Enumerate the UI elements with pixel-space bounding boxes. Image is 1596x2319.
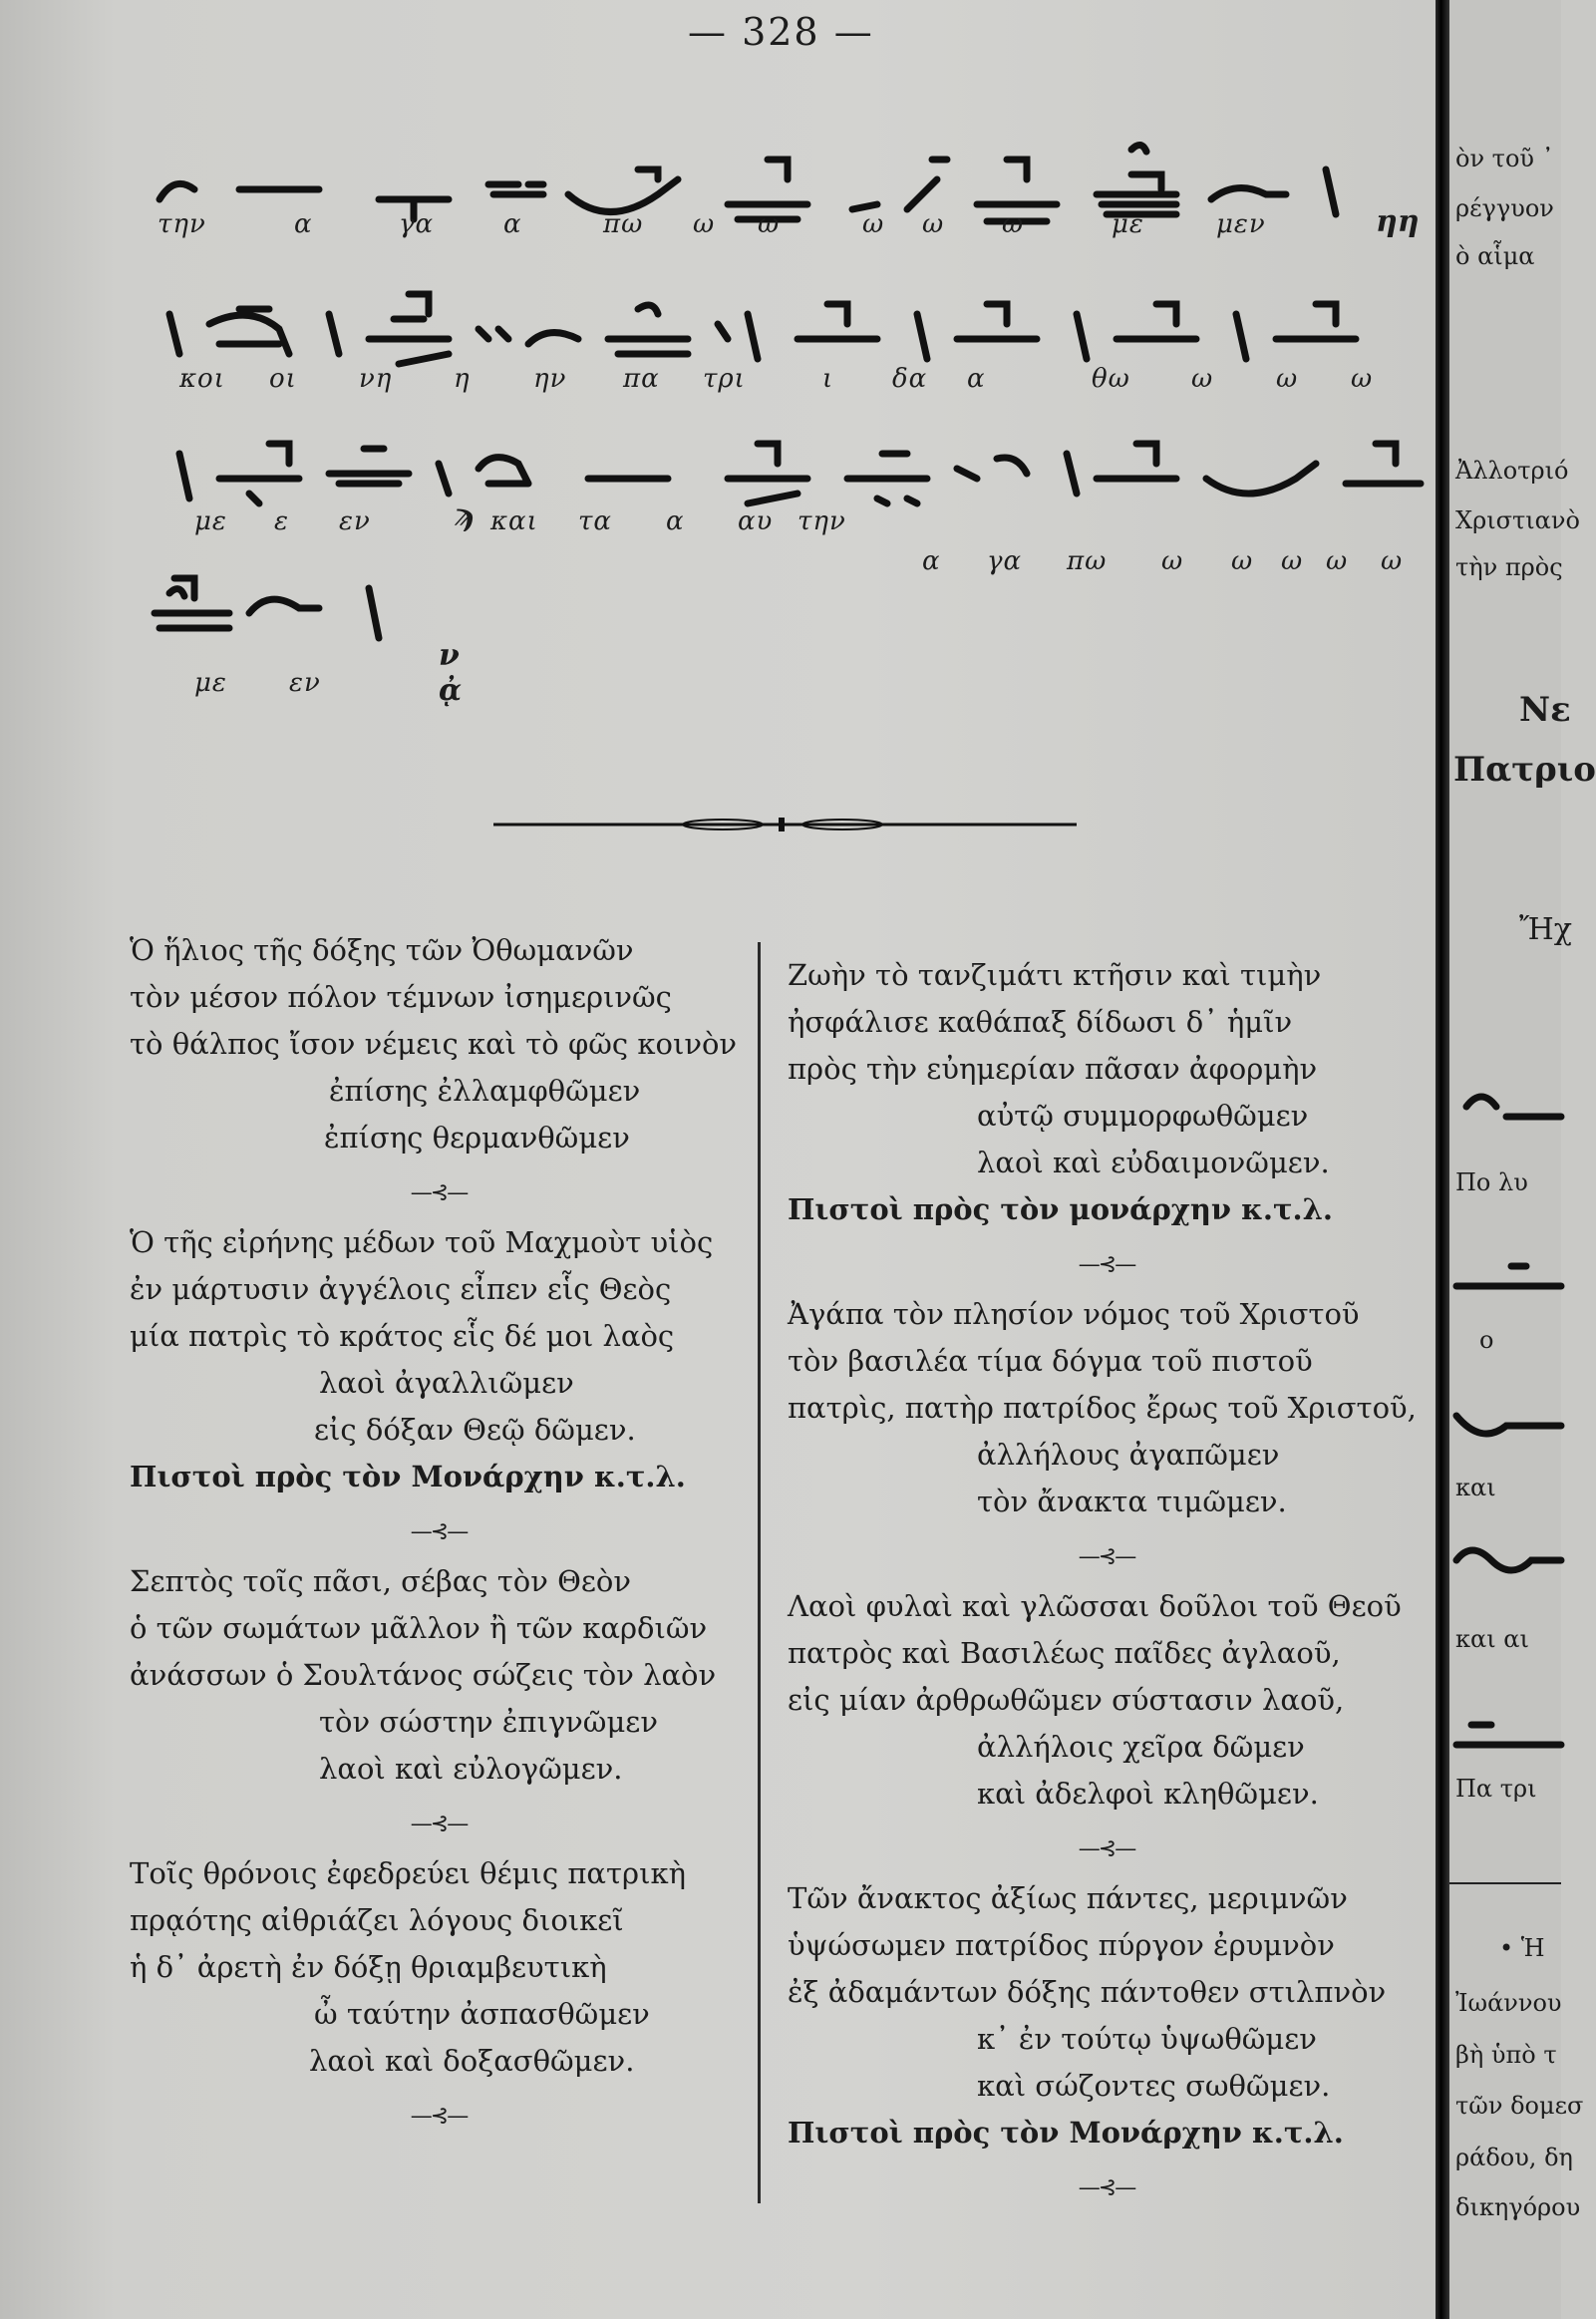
next-page-text: Χριστιανὸ <box>1455 506 1580 534</box>
next-page-neumes <box>1451 1251 1561 1311</box>
syllable: εν <box>339 506 371 536</box>
verse-line: πρὸς τὴν εὐημερίαν πᾶσαν ἀφορμὴν <box>788 1052 1318 1086</box>
martyria-sign: ηη <box>1376 204 1420 239</box>
verse-line: ἐπίσης θερμανθῶμεν <box>324 1121 630 1155</box>
verse-line: ἐπίσης ἐλλαμφθῶμεν <box>329 1074 641 1108</box>
neume-line-3 <box>150 424 1426 513</box>
stanza <box>130 927 748 1161</box>
syllable: οι <box>269 364 297 394</box>
verse-line: εἰς δόξαν Θεῷ δῶμεν. <box>314 1413 636 1447</box>
syllable: και <box>490 506 538 536</box>
next-page-syllable: και <box>1455 1474 1496 1501</box>
next-page-neumes <box>1451 1705 1561 1765</box>
stanza <box>788 1583 1426 1818</box>
stanza <box>788 952 1426 1233</box>
syllable: α <box>294 209 313 239</box>
verse-line: πατρὸς καὶ Βασιλέως παῖδες ἀγλαοῦ, <box>788 1636 1341 1670</box>
next-page-text: • Ἡ <box>1499 1934 1545 1962</box>
verse-line: καὶ ἀδελφοὶ κληθῶμεν. <box>977 1777 1319 1811</box>
stanza <box>788 1291 1426 1525</box>
neume-line-2 <box>150 284 1426 374</box>
verse-line: πρᾳότης αἰθριάζει λόγους διοικεῖ <box>130 1903 624 1937</box>
verse-line: λαοὶ καὶ εὐδαιμονῶμεν. <box>977 1146 1330 1179</box>
right-column <box>788 952 1426 2214</box>
syllable: α <box>922 546 941 576</box>
ornament: —⊰— <box>410 1812 468 1836</box>
verse-line: Τῶν ἄνακτος ἀξίως πάντες, μεριμνῶν <box>788 1881 1348 1915</box>
syllable: πω <box>1067 546 1108 576</box>
next-page-text: τὴν πρὸς <box>1455 553 1563 581</box>
column-divider <box>758 942 761 2203</box>
syllable: ω <box>1351 364 1374 394</box>
verse-line: λαοὶ ἀγαλλιῶμεν <box>319 1366 574 1400</box>
verse-line: ἀλλήλοις χεῖρα δῶμεν <box>977 1730 1305 1764</box>
ornament: —⊰— <box>410 1180 468 1205</box>
refrain-line: Πιστοὶ πρὸς τὸν Μονάρχην κ.τ.λ. <box>788 2116 1344 2150</box>
verse-line: Τοῖς θρόνοις ἐφεδρεύει θέμις πατρικὴ <box>130 1856 686 1890</box>
syllable: κοι <box>179 364 225 394</box>
verse-line: λαοὶ καὶ εὐλογῶμεν. <box>319 1752 623 1786</box>
verse-line: ἀνάσσων ὁ Σουλτάνος σώζεις τὸν λαὸν <box>130 1658 717 1692</box>
neume-line-4 <box>150 558 449 648</box>
syllable: με <box>194 668 227 698</box>
verse-line: κ᾽ ἐν τούτῳ ὑψωθῶμεν <box>977 2022 1317 2056</box>
syllable: γα <box>399 209 435 239</box>
verse-line: Ζωὴν τὸ τανζιμάτι κτῆσιν καὶ τιμὴν <box>788 958 1322 992</box>
decorative-rule <box>493 818 1077 831</box>
next-page-text: ρέγγυον <box>1455 194 1554 222</box>
verse-line: ὁ τῶν σωμάτων μᾶλλον ἢ τῶν καρδιῶν <box>130 1611 708 1645</box>
verse-line: τὸν βασιλέα τίμα δόγμα τοῦ πιστοῦ <box>788 1344 1313 1378</box>
stanza <box>130 1850 748 2085</box>
stanza <box>130 1558 748 1793</box>
next-page-text: δικηγόρου <box>1455 2193 1581 2221</box>
verse-line: Ἀγάπα τὸν πλησίον νόμος τοῦ Χριστοῦ <box>788 1297 1360 1331</box>
syllable: α <box>666 506 685 536</box>
syllable: την <box>158 209 206 239</box>
verse-line: ἠσφάλισε καθάπαξ δίδωσι δ᾽ ἡμῖν <box>788 1005 1293 1039</box>
next-page-text: ὸν τοῦ ᾿ <box>1455 145 1554 172</box>
next-page-heading: Νε <box>1519 690 1571 730</box>
syllable: ω <box>1161 546 1184 576</box>
stanza <box>130 1219 748 1500</box>
verse-line: ἀλλήλους ἀγαπῶμεν <box>977 1438 1280 1472</box>
next-page-text: Ἰωάννου <box>1455 1989 1562 2017</box>
syllable: ι <box>822 364 834 394</box>
refrain-line: Πιστοὶ πρὸς τὸν μονάρχην κ.τ.λ. <box>788 1192 1334 1226</box>
syllable: ε <box>274 506 289 536</box>
syllable: ην <box>533 364 567 394</box>
next-page-initial: Ἤχ <box>1519 912 1572 947</box>
next-page-text: τῶν δομεσ <box>1455 2092 1584 2120</box>
verse-line: πατρὶς, πατὴρ πατρίδος ἔρως τοῦ Χριστοῦ, <box>788 1391 1417 1425</box>
syllable: ω <box>1191 364 1214 394</box>
next-page-neumes <box>1451 1530 1561 1590</box>
syllable: την <box>798 506 846 536</box>
martyria-sign: ν ᾀ <box>439 638 463 708</box>
syllable: ω <box>1281 546 1304 576</box>
next-page-heading: Πατριο <box>1453 750 1596 790</box>
ornament: —⊰— <box>1078 1544 1135 1569</box>
syllable: γα <box>987 546 1023 576</box>
verse-line: Ὁ τῆς εἰρήνης μέδων τοῦ Μαχμοὺτ υἱὸς <box>130 1225 714 1259</box>
verse-line: καὶ σώζοντες σωθῶμεν. <box>977 2069 1331 2103</box>
syllable: πα <box>623 364 660 394</box>
next-page-rule <box>1449 1882 1561 1884</box>
next-page-syllable: Πα τρι <box>1455 1775 1537 1803</box>
next-page-text: βὴ ὑπὸ τ <box>1455 2041 1557 2069</box>
verse-line: ὦ ταύτην ἀσπασθῶμεν <box>314 1997 650 2031</box>
ornament: —⊰— <box>1078 1252 1135 1277</box>
syllable: ω <box>1381 546 1404 576</box>
verse-line: τὸν σώστην ἐπιγνῶμεν <box>319 1705 658 1739</box>
verse-line: Σεπτὸς τοῖς πᾶσι, σέβας τὸν Θεὸν <box>130 1564 631 1598</box>
syllable: νη <box>359 364 393 394</box>
syllable: δα <box>892 364 928 394</box>
ornament: —⊰— <box>1078 1836 1135 1861</box>
syllable: ω <box>862 209 885 239</box>
book-gutter <box>1436 0 1449 2319</box>
syllable: ω <box>758 209 781 239</box>
verse-line: ἐξ ἀδαμάντων δόξης πάντοθεν στιλπνὸν <box>788 1975 1387 2009</box>
verse-line: λαοὶ καὶ δοξασθῶμεν. <box>309 2044 635 2078</box>
syllable: πω <box>603 209 644 239</box>
ornament: —⊰— <box>410 1519 468 1544</box>
stanza <box>788 1875 1426 2156</box>
next-page-edge <box>1449 0 1596 2319</box>
syllable: τρι <box>703 364 746 394</box>
syllable: ω <box>1231 546 1254 576</box>
verse-line: ἡ δ᾽ ἀρετὴ ἐν δόξῃ θριαμβευτικὴ <box>130 1950 607 1984</box>
verse-line: μία πατρὶς τὸ κράτος εἷς δέ μοι λαὸς <box>130 1319 675 1353</box>
syllable: ω <box>693 209 716 239</box>
verse-line: εἰς μίαν ἀρθρωθῶμεν σύστασιν λαοῦ, <box>788 1683 1345 1717</box>
syllable: τα <box>578 506 612 536</box>
left-column <box>130 927 748 2143</box>
verse-line: τὸν μέσον πόλον τέμνων ἰσημερινῶς <box>130 980 672 1014</box>
syllable: με <box>194 506 227 536</box>
next-page-syllable: Πο λυ <box>1455 1168 1528 1196</box>
syllable: εν <box>289 668 321 698</box>
next-page-syllable: ο <box>1479 1326 1494 1354</box>
ornament: —⊰— <box>1078 2175 1135 2200</box>
verse-line: ἐν μάρτυσιν ἀγγέλοις εἶπεν εἷς Θεὸς <box>130 1272 672 1306</box>
next-page-syllable: και αι <box>1455 1625 1529 1653</box>
verse-line: Ὁ ἥλιος τῆς δόξης τῶν Ὀθωμανῶν <box>130 933 634 967</box>
page-number: — 328 — <box>688 10 874 54</box>
syllable: με <box>1112 209 1144 239</box>
next-page-text: ὸ αἷμα <box>1455 242 1535 270</box>
syllable: ω <box>1276 364 1299 394</box>
syllable: μεν <box>1216 209 1266 239</box>
syllable: α <box>967 364 986 394</box>
syllable: θω <box>1092 364 1130 394</box>
syllable: ω <box>1002 209 1025 239</box>
syllable: ω <box>1326 546 1349 576</box>
verse-line: τὸ θάλπος ἴσον νέμεις καὶ τὸ φῶς κοινὸν <box>130 1027 738 1061</box>
next-page-neumes <box>1451 1396 1561 1456</box>
ornament: —⊰— <box>410 2104 468 2129</box>
verse-line: τὸν ἄνακτα τιμῶμεν. <box>977 1485 1287 1518</box>
martyria-sign: ϡ <box>454 498 475 533</box>
next-page-neumes <box>1451 1077 1561 1137</box>
syllable: α <box>503 209 522 239</box>
syllable: αυ <box>738 506 774 536</box>
verse-line: αὐτῷ συμμορφωθῶμεν <box>977 1099 1309 1133</box>
verse-line: ὑψώσωμεν πατρίδος πύργον ἐρυμνὸν <box>788 1928 1335 1962</box>
syllable: ω <box>922 209 945 239</box>
syllable: η <box>454 364 471 394</box>
verse-line: Λαοὶ φυλαὶ καὶ γλῶσσαι δοῦλοι τοῦ Θεοῦ <box>788 1589 1402 1623</box>
next-page-text: Ἀλλοτριό <box>1455 457 1569 485</box>
next-page-text: ράδου, δη <box>1455 2144 1573 2171</box>
refrain-line: Πιστοὶ πρὸς τὸν Μονάρχην κ.τ.λ. <box>130 1460 686 1493</box>
